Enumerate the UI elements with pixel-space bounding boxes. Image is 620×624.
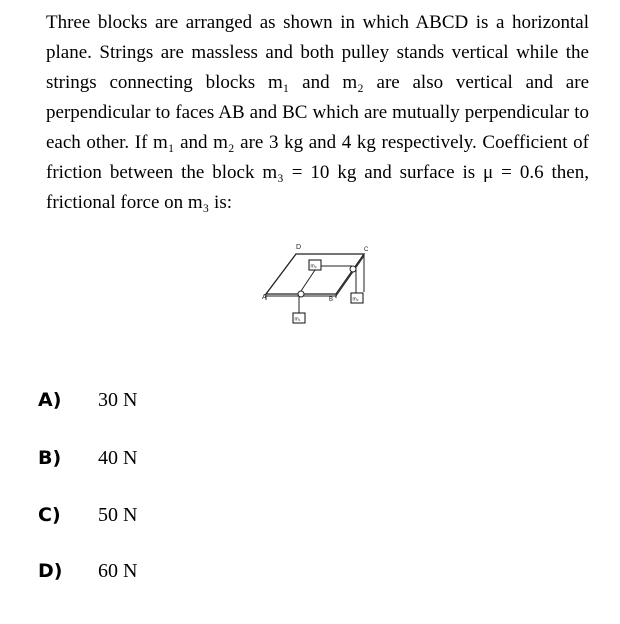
block-m3-label: m₃ bbox=[310, 263, 317, 270]
string-m3-to-ab bbox=[301, 270, 315, 291]
option-a[interactable] bbox=[38, 385, 137, 415]
block-m1-label: m₁ bbox=[294, 316, 301, 323]
label-b: B bbox=[329, 297, 334, 303]
option-b[interactable] bbox=[38, 443, 137, 473]
label-c: C bbox=[364, 247, 369, 253]
option-c-letter: C) bbox=[38, 504, 61, 526]
plane-edge-side bbox=[336, 256, 364, 296]
option-d[interactable] bbox=[38, 556, 137, 586]
option-c[interactable] bbox=[38, 500, 137, 530]
option-a-text: 30 N bbox=[98, 388, 138, 411]
option-a-letter: A) bbox=[38, 389, 62, 411]
option-d-letter: D) bbox=[38, 560, 63, 582]
label-d: D bbox=[296, 244, 302, 251]
pulley-bc-icon bbox=[350, 266, 356, 272]
question-text: Three blocks are arranged as shown in which ABCD is a horizontal plane. Strings are massless and both pulley stands vertical while the strings connecting blocks m₁ and m₂ are also vertical and are perpendicular to faces AB and BC which are mutually perpendicular to each other. If m₁ and m₂ are 3 kg and 4 kg respectively. Coefficient of friction between the block m₃ = 10 kg and surface is μ = 0.6 then, frictional force on m₃ is: bbox=[46, 12, 589, 213]
option-c-text: 50 N bbox=[98, 503, 138, 526]
option-b-text: 40 N bbox=[98, 446, 138, 469]
block-m2-label: m₂ bbox=[352, 296, 359, 303]
label-a: A bbox=[262, 294, 267, 301]
option-d-text: 60 N bbox=[98, 559, 138, 582]
option-b-letter: B) bbox=[38, 447, 62, 469]
pulley-diagram bbox=[258, 240, 378, 328]
